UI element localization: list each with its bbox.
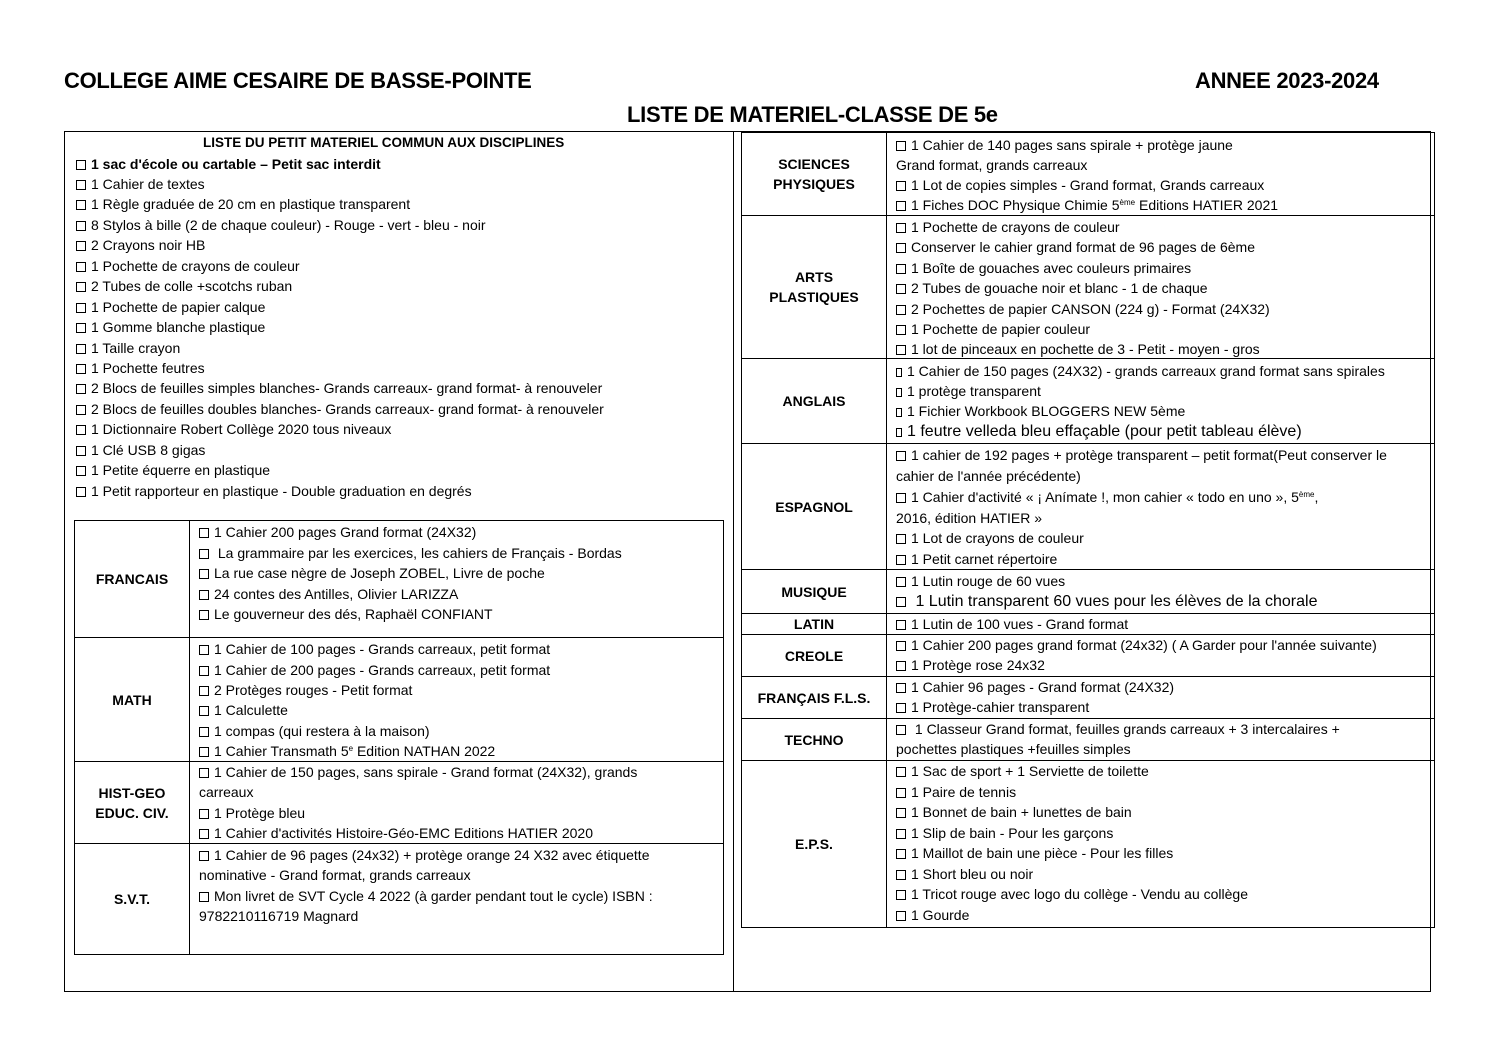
- checkbox-icon: [199, 706, 209, 716]
- checkbox-icon: [896, 141, 906, 151]
- checkbox-icon: [896, 703, 906, 713]
- right-subject-table: [741, 132, 1435, 928]
- list-item: cahier de l'année précédente): [896, 468, 1081, 484]
- checkbox-icon: [896, 767, 906, 777]
- list-item: 1 Slip de bain - Pour les garçons: [896, 823, 1113, 843]
- list-item: 1 Pochette de crayons de couleur: [896, 217, 1120, 237]
- table-row: [742, 570, 1435, 614]
- list-item: 2016, édition HATIER »: [896, 510, 1043, 526]
- checkbox-icon: [896, 451, 906, 461]
- list-item: 1 Pochette de crayons de couleur: [76, 256, 300, 276]
- list-item: 1 Règle graduée de 20 cm en plastique transparent: [76, 194, 410, 214]
- list-item: 1 Lutin rouge de 60 vues: [896, 571, 1065, 591]
- list-item: 2 Pochettes de papier CANSON (224 g) - Format (24X32): [896, 299, 1270, 319]
- subject-items-sciences-physiques: [887, 133, 1435, 216]
- list-item: 1 lot de pinceaux en pochette de 3 - Petit - moyen - gros: [896, 339, 1260, 359]
- checkbox-icon: [896, 368, 902, 377]
- common-list-title: LISTE DU PETIT MATERIEL COMMUN AUX DISCIPLINES: [203, 135, 565, 150]
- checkbox-icon: [896, 555, 906, 565]
- subject-items-eps: [887, 761, 1435, 928]
- checkbox-icon: [896, 493, 906, 503]
- list-item: 1 Protège rose 24x32: [896, 655, 1045, 675]
- subject-items-musique: [887, 570, 1435, 614]
- subject-items-arts-plastiques: [887, 216, 1435, 359]
- table-row: [742, 359, 1435, 444]
- checkbox-icon: [896, 620, 906, 630]
- checkbox-icon: [896, 428, 902, 437]
- subject-items-francais-fls: [887, 677, 1435, 719]
- checkbox-icon: [896, 849, 906, 859]
- subject-label-techno: TECHNO: [742, 719, 887, 761]
- list-item: 1 Cahier de 140 pages sans spirale + protège jaune: [896, 135, 1233, 155]
- checkbox-icon: [896, 264, 906, 274]
- list-item: 1 Bonnet de bain + lunettes de bain: [896, 802, 1132, 822]
- list-item: 1 Cahier de 96 pages (24x32) + protège orange 24 X32 avec étiquette: [199, 845, 649, 865]
- list-item: 1 Cahier 200 pages Grand format (24X32): [199, 522, 476, 542]
- list-item: 1 Paire de tennis: [896, 782, 1016, 802]
- list-item: 2 Blocs de feuilles simples blanches- Grands carreaux- grand format- à renouveler: [76, 378, 602, 398]
- list-item: 1 Protège bleu: [199, 803, 305, 823]
- list-item: 1 Gomme blanche plastique: [76, 317, 265, 337]
- table-row: [742, 719, 1435, 761]
- checkbox-icon: [896, 577, 906, 587]
- list-item: Conserver le cahier grand format de 96 pages de 6ème: [896, 237, 1255, 257]
- checkbox-icon: [896, 597, 906, 607]
- checkbox-icon: [76, 221, 86, 231]
- checkbox-icon: [896, 284, 906, 294]
- subject-items-hist-geo: [190, 762, 724, 844]
- table-row: [742, 761, 1435, 928]
- checkbox-icon: [199, 610, 209, 620]
- checkbox-icon: [76, 262, 86, 272]
- list-item: 1 Protège-cahier transparent: [896, 697, 1089, 717]
- subject-label-espagnol: ESPAGNOL: [742, 444, 887, 570]
- list-item: 2 Tubes de colle +scotchs ruban: [76, 276, 292, 296]
- table-row: [75, 521, 724, 638]
- column-divider: [733, 131, 734, 992]
- school-year: ANNEE 2023-2024: [1195, 68, 1379, 93]
- list-item: 1 Tricot rouge avec logo du collège - Vendu au collège: [896, 884, 1248, 904]
- list-item: carreaux: [199, 784, 254, 800]
- list-item: 1 Lot de crayons de couleur: [896, 528, 1084, 548]
- subject-label-arts-plastiques: ARTS PLASTIQUES: [742, 216, 887, 359]
- list-item: 1 Fiches DOC Physique Chimie 5ème Editions HATIER 2021: [896, 195, 1278, 215]
- list-item: 1 Maillot de bain une pièce - Pour les filles: [896, 843, 1173, 863]
- checkbox-icon: [896, 388, 902, 397]
- table-row: [742, 614, 1435, 635]
- checkbox-icon: [76, 241, 86, 251]
- checkbox-icon: [76, 487, 86, 497]
- checkbox-icon: [896, 201, 906, 211]
- list-item: 1 sac d'école ou cartable – Petit sac interdit: [76, 154, 381, 174]
- list-item: 1 cahier de 192 pages + protège transparent – petit format(Peut conserver le: [896, 445, 1387, 465]
- list-item: 1 Pochette feutres: [76, 358, 205, 378]
- subject-label-eps: E.P.S.: [742, 761, 887, 928]
- list-item: 1 compas (qui restera à la maison): [199, 721, 430, 741]
- table-row: [742, 677, 1435, 719]
- subject-items-techno: [887, 719, 1435, 761]
- list-item: 1 Lutin transparent 60 vues pour les élèves de la chorale: [896, 592, 1317, 612]
- list-item: 1 Cahier de 150 pages, sans spirale - Grand format (24X32), grands: [199, 762, 637, 782]
- list-item: 2 Protèges rouges - Petit format: [199, 680, 412, 700]
- subject-label-francais-fls: FRANÇAIS F.L.S.: [742, 677, 887, 719]
- list-item: 1 Cahier de 150 pages (24X32) - grands carreaux grand format sans spirales: [896, 361, 1385, 381]
- school-name: COLLEGE AIME CESAIRE DE BASSE-POINTE: [64, 68, 532, 93]
- subject-label-sciences-physiques: SCIENCES PHYSIQUES: [742, 133, 887, 216]
- list-item: La rue case nègre de Joseph ZOBEL, Livre de poche: [199, 563, 545, 583]
- checkbox-icon: [199, 569, 209, 579]
- checkbox-icon: [896, 305, 906, 315]
- list-item: 1 Cahier 96 pages - Grand format (24X32): [896, 677, 1174, 697]
- list-item: 2 Crayons noir HB: [76, 235, 205, 255]
- checkbox-icon: [199, 747, 209, 757]
- list-item: 1 Petit carnet répertoire: [896, 549, 1057, 569]
- checkbox-icon: [199, 666, 209, 676]
- checkbox-icon: [896, 223, 906, 233]
- subject-label-musique: MUSIQUE: [742, 570, 887, 614]
- list-item: 1 Lot de copies simples - Grand format, Grands carreaux: [896, 175, 1264, 195]
- table-row: [75, 844, 724, 955]
- list-item: 24 contes des Antilles, Olivier LARIZZA: [199, 584, 458, 604]
- checkbox-icon: [896, 243, 906, 253]
- list-item: 1 protège transparent: [896, 381, 1041, 401]
- list-item: 1 Cahier 200 pages grand format (24x32) ( A Garder pour l'année suivante): [896, 635, 1377, 655]
- subject-items-espagnol: [887, 444, 1435, 570]
- table-row: [75, 638, 724, 762]
- list-item: pochettes plastiques +feuilles simples: [896, 741, 1131, 757]
- list-item: 8 Stylos à bille (2 de chaque couleur) - Rouge - vert - bleu - noir: [76, 215, 486, 235]
- list-item: 1 Cahier de 100 pages - Grands carreaux, petit format: [199, 639, 550, 659]
- list-item: 1 Classeur Grand format, feuilles grands carreaux + 3 intercalaires +: [896, 719, 1340, 739]
- list-item: 1 Cahier de textes: [76, 174, 205, 194]
- subject-items-svt: [190, 844, 724, 955]
- checkbox-icon: [199, 549, 209, 559]
- list-item: 1 Clé USB 8 gigas: [76, 440, 205, 460]
- checkbox-icon: [896, 788, 906, 798]
- list-item: 1 Gourde: [896, 905, 969, 925]
- checkbox-icon: [76, 425, 86, 435]
- list-item: Le gouverneur des dés, Raphaël CONFIANT: [199, 604, 493, 624]
- subject-label-anglais: ANGLAIS: [742, 359, 887, 444]
- checkbox-icon: [896, 325, 906, 335]
- list-item: 1 Cahier d'activités Histoire-Géo-EMC Editions HATIER 2020: [199, 823, 593, 843]
- checkbox-icon: [199, 768, 209, 778]
- list-item: Grand format, grands carreaux: [896, 157, 1088, 173]
- checkbox-icon: [76, 384, 86, 394]
- checkbox-icon: [199, 809, 209, 819]
- list-item: 1 Petite équerre en plastique: [76, 460, 270, 480]
- checkbox-icon: [896, 181, 906, 191]
- list-item: 9782210116719 Magnard: [199, 908, 359, 924]
- checkbox-icon: [76, 303, 86, 313]
- subject-label-latin: LATIN: [742, 614, 887, 635]
- subject-items-anglais: [887, 359, 1435, 444]
- list-item: 1 Cahier Transmath 5e Edition NATHAN 2022: [199, 741, 495, 761]
- subject-label-creole: CREOLE: [742, 635, 887, 677]
- list-item: 1 Boîte de gouaches avec couleurs primaires: [896, 258, 1191, 278]
- checkbox-icon: [76, 364, 86, 374]
- subject-items-creole: [887, 635, 1435, 677]
- subject-items-francais: [190, 521, 724, 638]
- list-item: 1 Petit rapporteur en plastique - Double graduation en degrés: [76, 481, 472, 501]
- list-item: 2 Blocs de feuilles doubles blanches- Grands carreaux- grand format- à renouveler: [76, 399, 604, 419]
- checkbox-icon: [76, 160, 86, 170]
- list-item: 1 Cahier d'activité « ¡ Anímate !, mon cahier « todo en uno », 5ème,: [896, 487, 1318, 507]
- list-item: 1 Short bleu ou noir: [896, 864, 1033, 884]
- checkbox-icon: [76, 446, 86, 456]
- checkbox-icon: [199, 851, 209, 861]
- list-item: La grammaire par les exercices, les cahiers de Français - Bordas: [199, 543, 622, 563]
- checkbox-icon: [76, 323, 86, 333]
- checkbox-icon: [896, 408, 902, 417]
- list-item: 1 Fichier Workbook BLOGGERS NEW 5ème: [896, 401, 1185, 421]
- checkbox-icon: [76, 282, 86, 292]
- checkbox-icon: [896, 890, 906, 900]
- checkbox-icon: [896, 808, 906, 818]
- checkbox-icon: [199, 645, 209, 655]
- checkbox-icon: [896, 534, 906, 544]
- list-item: 1 Lutin de 100 vues - Grand format: [896, 614, 1128, 634]
- checkbox-icon: [896, 641, 906, 651]
- list-item: 1 Pochette de papier calque: [76, 297, 265, 317]
- checkbox-icon: [199, 892, 209, 902]
- checkbox-icon: [896, 829, 906, 839]
- table-row: [742, 635, 1435, 677]
- table-row: [75, 762, 724, 844]
- list-item: 1 Cahier de 200 pages - Grands carreaux, petit format: [199, 660, 550, 680]
- checkbox-icon: [76, 344, 86, 354]
- checkbox-icon: [199, 727, 209, 737]
- list-item: 1 Calculette: [199, 700, 288, 720]
- checkbox-icon: [199, 829, 209, 839]
- subject-items-latin: [887, 614, 1435, 635]
- subject-label-svt: S.V.T.: [75, 844, 190, 955]
- subject-items-math: [190, 638, 724, 762]
- subject-label-hist-geo: HIST-GEO EDUC. CIV.: [75, 762, 190, 844]
- checkbox-icon: [896, 683, 906, 693]
- list-item: 1 Dictionnaire Robert Collège 2020 tous niveaux: [76, 419, 391, 439]
- checkbox-icon: [76, 405, 86, 415]
- table-row: [742, 133, 1435, 216]
- list-item: nominative - Grand format, grands carreaux: [199, 867, 471, 883]
- left-subject-table: [74, 520, 724, 955]
- checkbox-icon: [199, 686, 209, 696]
- checkbox-icon: [76, 200, 86, 210]
- subject-label-math: MATH: [75, 638, 190, 762]
- list-item: 1 Taille crayon: [76, 338, 180, 358]
- checkbox-icon: [76, 466, 86, 476]
- table-row: [742, 216, 1435, 359]
- list-item: 1 feutre velleda bleu effaçable (pour petit tableau élève): [896, 422, 1302, 442]
- checkbox-icon: [896, 870, 906, 880]
- list-item: 2 Tubes de gouache noir et blanc - 1 de chaque: [896, 278, 1208, 298]
- list-title: LISTE DE MATERIEL-CLASSE DE 5e: [627, 102, 998, 127]
- table-row: [742, 444, 1435, 570]
- checkbox-icon: [896, 345, 906, 355]
- checkbox-icon: [199, 528, 209, 538]
- checkbox-icon: [76, 180, 86, 190]
- list-item: 1 Pochette de papier couleur: [896, 319, 1090, 339]
- checkbox-icon: [199, 590, 209, 600]
- checkbox-icon: [896, 661, 906, 671]
- subject-label-francais: FRANCAIS: [75, 521, 190, 638]
- checkbox-icon: [896, 725, 906, 735]
- checkbox-icon: [896, 911, 906, 921]
- list-item: Mon livret de SVT Cycle 4 2022 (à garder pendant tout le cycle) ISBN :: [199, 886, 653, 906]
- list-item: 1 Sac de sport + 1 Serviette de toilette: [896, 761, 1149, 781]
